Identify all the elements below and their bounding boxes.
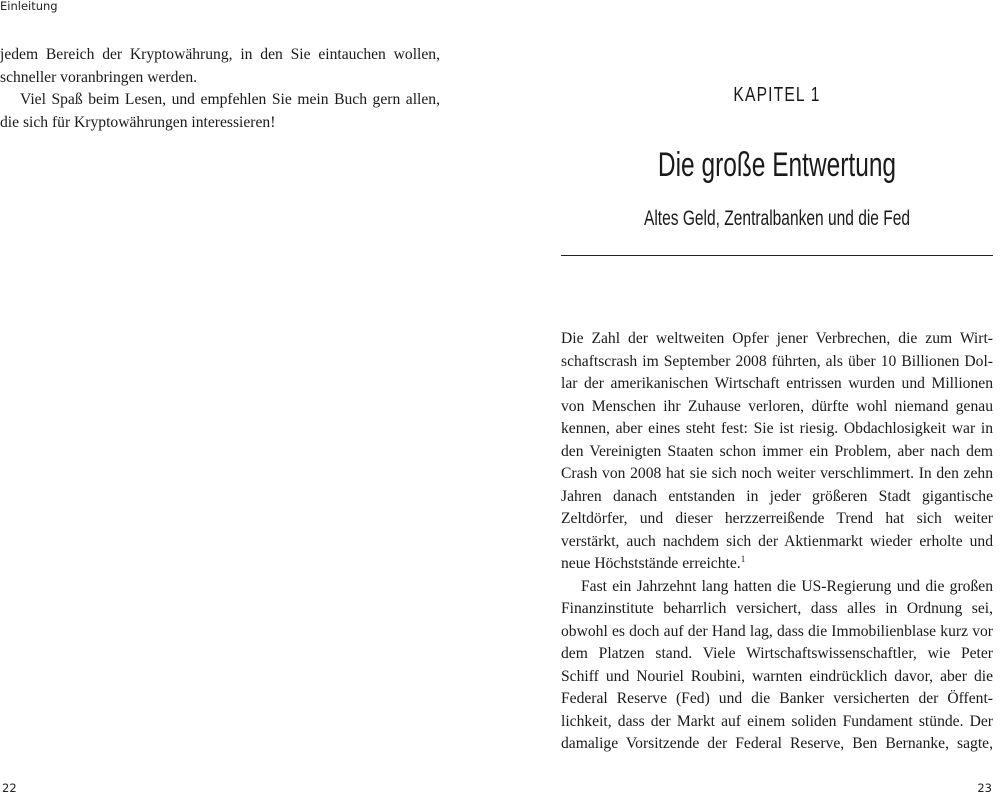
chapter-divider bbox=[561, 255, 993, 256]
left-page bbox=[0, 44, 440, 134]
left-paragraph-2: Viel Spaß beim Lesen, und empfehlen Sie mein Buch gern allen, die sich für Kryptowährungen interessieren! bbox=[0, 91, 440, 131]
chapter-subtitle: Altes Geld, Zentralbanken und die Fed bbox=[643, 207, 911, 230]
running-head: Einleitung bbox=[0, 0, 58, 13]
chapter-paragraph-1-text: Die Zahl der weltweiten Opfer jener Verbrechen, die zum Wirtschaftscrash im September 2008 führten, als über 10 Billionen Dollar der amerikanischen Wirtschaft entrissen wurden und Millionen von Menschen ihr Zuhause verloren, dürfte wohl niemand genau kennen, aber eines steht fest: Sie ist riesig. Obdachlosigkeit war in den Vereinigten Staaten schon immer ein Problem, aber nach dem Crash von 2008 hat sie sich noch weiter verschlimmert. In den zehn Jahren danach entstanden in jeder größeren Stadt gigantische Zeltdörfer, und dieser herzzerreißende Trend hat sich weiter verstärkt, auch nachdem sich der Aktienmarkt wieder erholte und neue Höchststände erreichte. bbox=[561, 330, 993, 572]
footnote-marker[interactable]: 1 bbox=[740, 553, 746, 564]
chapter-label: KAPITEL 1 bbox=[733, 84, 821, 106]
right-page bbox=[561, 0, 993, 780]
chapter-body bbox=[561, 328, 993, 756]
left-paragraph-1: jedem Bereich der Kryptowährung, in den Sie eintauchen wollen, schneller voranbringen werden. bbox=[0, 46, 440, 86]
chapter-paragraph-1 bbox=[561, 328, 993, 576]
chapter-title: Die große Entwertung bbox=[657, 146, 897, 184]
page-number-left: 22 bbox=[2, 781, 17, 795]
page-number-right: 23 bbox=[977, 781, 992, 795]
chapter-paragraph-2: Fast ein Jahrzehnt lang hatten die US-Regierung und die großen Finanzinstitute beharrlich versichert, dass alles in Ordnung sei, obwohl es doch auf der Hand lag, dass die Immobilienblase kurz vor dem Platzen stand. Viele Wirtschaftswissenschaftler, wie Peter Schiff und Nouriel Roubini, warnten eindrücklich davor, aber die Federal Reserve (Fed) und die Banker versicherten der Öffentlichkeit, dass der Markt auf einem soliden Fundament stünde. Der damalige Vorsitzende der Federal Reserve, Ben Bernanke, sagte, bbox=[561, 577, 993, 752]
